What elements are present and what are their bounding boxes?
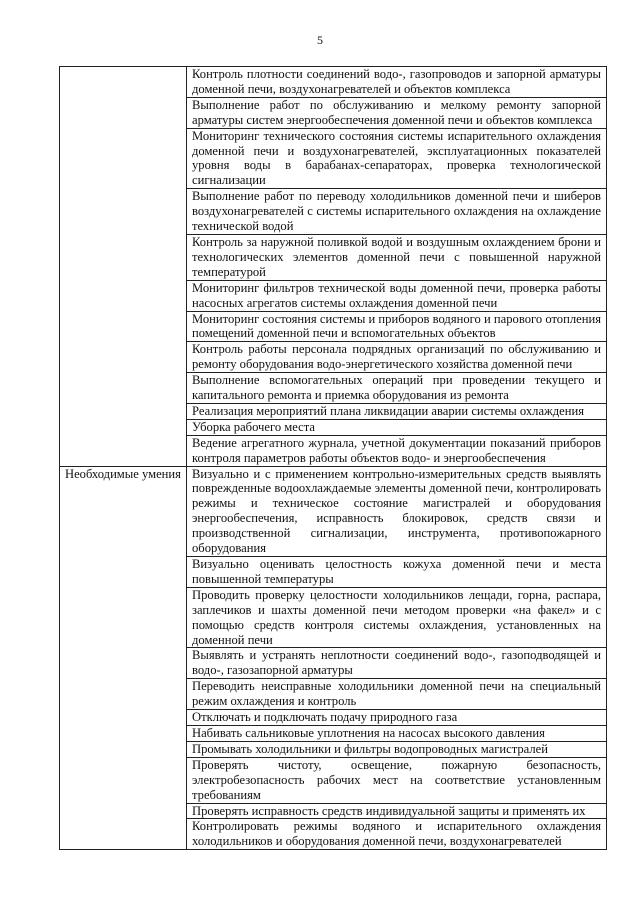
list-item: Контролировать режимы водяного и испарительного охлаждения холодильников и оборудования доменной печи, воздухонагревателей bbox=[187, 819, 607, 850]
section-label bbox=[60, 67, 187, 467]
list-item: Визуально оценивать целостность кожуха доменной печи и места повышенной температуры bbox=[187, 557, 607, 588]
list-item: Проверять исправность средств индивидуальной защиты и применять их bbox=[187, 803, 607, 819]
list-item: Контроль работы персонала подрядных организаций по обслуживанию и ремонту оборудования водо-энергетического хозяйства доменной печи bbox=[187, 342, 607, 373]
list-item: Мониторинг технического состояния системы испарительного охлаждения доменной печи и воздухонагревателей, эксплуатационных показателей уровня воды в барабанах-сепараторах, проверка технологической сигнализации bbox=[187, 128, 607, 189]
page-number: 5 bbox=[317, 33, 323, 47]
list-item: Уборка рабочего места bbox=[187, 419, 607, 435]
list-item: Выполнение работ по переводу холодильников доменной печи и шиберов воздухонагревателей с системы испарительного охлаждения на охлаждение технической водой bbox=[187, 189, 607, 235]
list-item: Ведение агрегатного журнала, учетной документации показаний приборов контроля параметров работы объектов водо- и энергообеспечения bbox=[187, 435, 607, 466]
list-item: Выполнение вспомогательных операций при проведении текущего и капитального ремонта и приемка оборудования из ремонта bbox=[187, 373, 607, 404]
list-item: Проверять чистоту, освещение, пожарную безопасность, электробезопасность рабочих мест на соответствие установленным требованиям bbox=[187, 757, 607, 803]
list-item: Выявлять и устранять неплотности соединений водо-, газоподводящей и водо-, газозапорной арматуры bbox=[187, 648, 607, 679]
list-item: Визуально и с применением контрольно-измерительных средств выявлять поврежденные водоохлаждаемые элементы доменной печи, контролировать режимы и техническое состояние магистралей и оборудования энергообеспечения, исправность блокировок, средств связи и производственной сигнализации, инструмента, противопожарного оборудования bbox=[187, 466, 607, 556]
list-item: Промывать холодильники и фильтры водопроводных магистралей bbox=[187, 741, 607, 757]
list-item: Проводить проверку целостности холодильников лещади, горна, распара, заплечиков и шахты доменной печи методом проверки «на факел» и с помощью средств контроля системы охлаждения, установленных на доменной печи bbox=[187, 587, 607, 648]
list-item: Отключать и подключать подачу природного газа bbox=[187, 710, 607, 726]
list-item: Переводить неисправные холодильники доменной печи на специальный режим охлаждения и контроль bbox=[187, 679, 607, 710]
list-item: Мониторинг фильтров технической воды доменной печи, проверка работы насосных агрегатов системы охлаждения доменной печи bbox=[187, 280, 607, 311]
list-item: Набивать сальниковые уплотнения на насосах высокого давления bbox=[187, 725, 607, 741]
list-item: Реализация мероприятий плана ликвидации аварии системы охлаждения bbox=[187, 403, 607, 419]
list-item: Мониторинг состояния системы и приборов водяного и парового отопления помещений доменной печи и вспомогательных объектов bbox=[187, 311, 607, 342]
section-label: Необходимые умения bbox=[60, 466, 187, 850]
table-row bbox=[60, 466, 607, 556]
list-item: Контроль плотности соединений водо-, газопроводов и запорной арматуры доменной печи, воздухонагревателей и объектов комплекса bbox=[187, 67, 607, 98]
list-item: Выполнение работ по обслуживанию и мелкому ремонту запорной арматуры систем энергообеспечения доменной печи и объектов комплекса bbox=[187, 97, 607, 128]
competency-table bbox=[59, 66, 607, 850]
table-row bbox=[60, 67, 607, 98]
list-item: Контроль за наружной поливкой водой и воздушным охлаждением брони и технологических элементов доменной печи с повышенной наружной температурой bbox=[187, 234, 607, 280]
